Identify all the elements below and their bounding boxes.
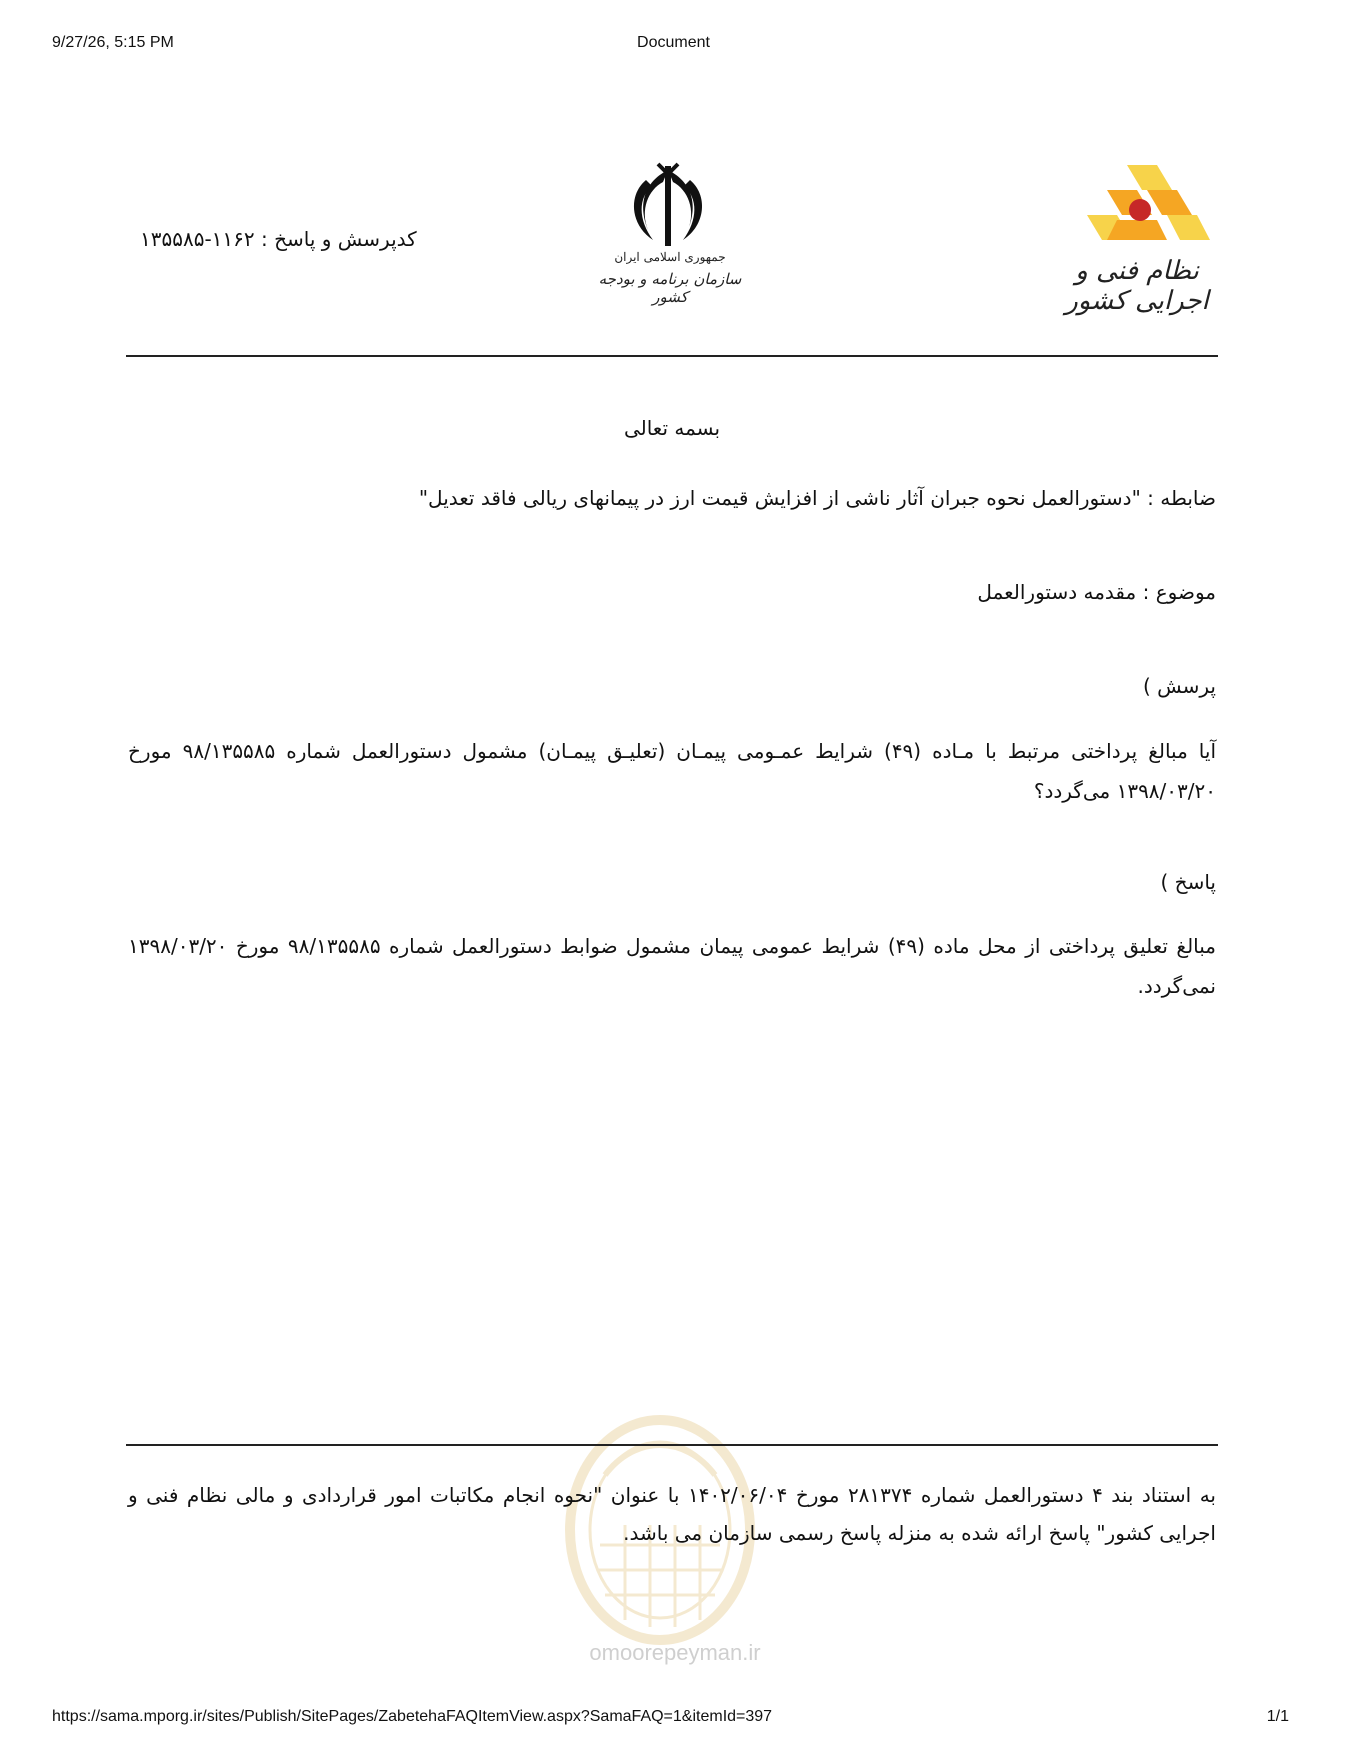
print-title: Document (637, 34, 710, 51)
print-page-number: 1/1 (1266, 1708, 1289, 1725)
emblem-republic-text: جمهوری اسلامی ایران (614, 250, 726, 264)
question-text: آیا مبالغ پرداختی مرتبط با مـاده (۴۹) شرایط عمـومی پیمـان (تعلیـق پیمـان) مشمول دستورالعمل شماره ۹۸/۱۳۵۵۸۵ مورخ ۱۳۹۸/۰۳/۲۰ می‌گردد؟ (128, 739, 1216, 803)
answer-label: پاسخ ) (1160, 870, 1216, 894)
regulation-title: ضابطه : "دستورالعمل نحوه جبران آثار ناشی از افزایش قیمت ارز در پیمانهای ریالی فاقد تعدیل" (418, 486, 1216, 510)
header-divider (126, 355, 1218, 357)
faq-code: کدپرسش و پاسخ : ۱۱۶۲-۱۳۵۵۸۵ (140, 227, 417, 251)
print-url[interactable]: https://sama.mporg.ir/sites/Publish/SitePages/ZabetehaFAQItemView.aspx?SamaFAQ=1&itemId=397 (52, 1708, 773, 1725)
emblem-organization-text: سازمان برنامه و بودجه کشور (598, 270, 742, 306)
print-header (0, 34, 1347, 56)
technical-system-logo-text: نظام فنی و اجرایی کشور (1065, 256, 1209, 316)
print-footer (0, 1708, 1347, 1730)
iran-emblem-icon (618, 160, 718, 255)
question-label: پرسش ) (1142, 674, 1216, 698)
footer-divider (126, 1444, 1218, 1446)
watermark-site: omoorepeyman.ir (589, 1640, 761, 1665)
subject: موضوع : مقدمه دستورالعمل (977, 580, 1216, 604)
print-datetime: 9/27/26, 5:15 PM (52, 34, 174, 51)
answer-text: مبالغ تعلیق پرداختی از محل ماده (۴۹) شرایط عمومی پیمان مشمول ضوابط دستورالعمل شماره ۹۸/۱۳۵۵۸۵ مورخ ۱۳۹۸/۰۳/۲۰ نمی‌گردد. (128, 934, 1217, 998)
footer-note: به استناد بند ۴ دستورالعمل شماره ۲۸۱۳۷۴ مورخ ۱۴۰۲/۰۶/۰۴ با عنوان "نحوه انجام مکاتبات امور قراردادی و مالی نظام فنی و اجرایی کشور" پاسخ ارائه شده به منزله پاسخ رسمی سازمان می باشد. (128, 1483, 1217, 1545)
invocation: بسمه تعالی (623, 416, 721, 440)
